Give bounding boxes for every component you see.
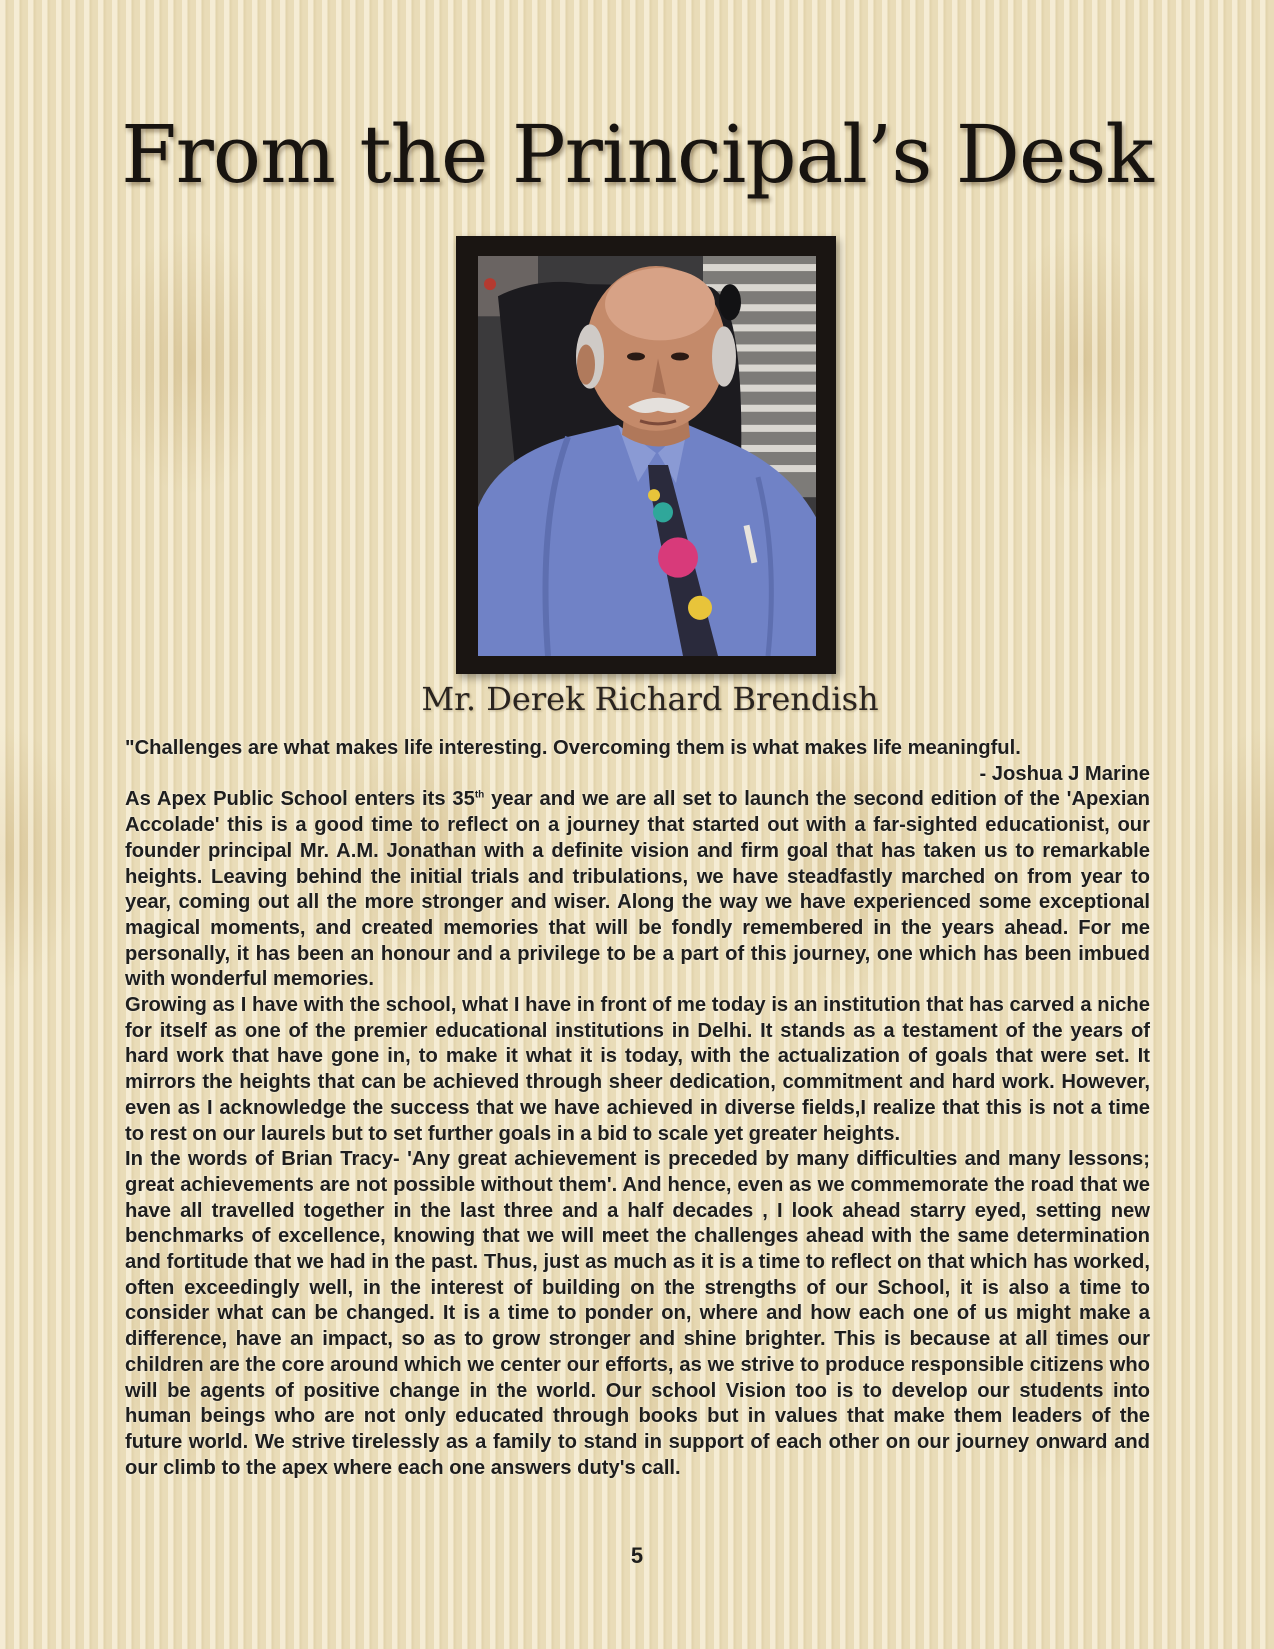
page-number: 5	[630, 1543, 644, 1568]
paragraph-1-rest: year and we are all set to launch the second edition of the 'Apexian Accolade' this is a good time to reflect on a journey that started out with a far-sighted educationist, our founder principal Mr. A.M. Jonathan with a definite vision and firm goal that has taken us to remarkable heights. Leaving behind the initial trials and tribulations, we have steadfastly marched on from year to year, coming out all the more stronger and wiser. Along the way we have experienced some exceptional magical moments, and created memories that will be fondly remembered in the years ahead. For me personally, it has been an honour and a privilege to be a part of this journey, one which has been imbued with wonderful memories.	[125, 788, 1151, 991]
paragraph-3: In the words of Brian Tracy- 'Any great achievement is preceded by many difficulties and many lessons; great achievements are not possible without them'. And hence, even as we commemorate the road that we have all travelled together in the last three and a half decades , I look ahead starry eyed, setting new benchmarks of excellence, knowing that we will meet the challenges ahead with the same determination and fortitude that we had in the past. Thus, just as much as it is a time to reflect on that which has worked, often exceedingly well, in the interest of building on the strengths of our School, it is also a time to consider what can be changed. It is a time to ponder on, where and how each one of us might make a difference, have an impact, so as to grow stronger and shine brighter. This is because at all times our children are the core around which we center our efforts, as we strive to produce responsible citizens who will be agents of positive change in the world. Our school Vision too is to develop our students into human beings who are not only educated through books but in values that make them leaders of the future world. We strive tirelessly as a family to stand in support of each other on our journey onward and our climb to the apex where each one answers duty's call.	[125, 1148, 1150, 1479]
paragraph-1-start: As Apex Public School enters its 35	[125, 788, 475, 811]
opening-quote: "Challenges are what makes life interesting. Overcoming them is what makes life meaningful.	[125, 737, 1021, 759]
quote-author: - Joshua J Marine	[979, 762, 1150, 785]
message-body	[125, 736, 1150, 1481]
ordinal-suffix: th	[474, 789, 485, 801]
principal-name: Mr. Derek Richard Brendish	[421, 680, 879, 718]
paragraph-2: Growing as I have with the school, what I have in front of me today is an institution that has carved a niche for itself as one of the premier educational institutions in Delhi. It stands as a testament of the years of hard work that have gone in, to make it what it is today, with the actualization of goals that were set. It mirrors the heights that can be achieved through sheer dedication, commitment and hard work. However, even as I acknowledge the success that we have achieved in diverse fields,I realize that this is not a time to rest on our laurels but to set further goals in a bid to scale yet greater heights.	[125, 994, 1150, 1145]
principal-photo-frame	[456, 236, 836, 674]
paragraph-1	[125, 787, 1150, 993]
page-title: From the Principal’s Desk	[121, 108, 1153, 201]
principal-photo	[478, 256, 816, 656]
